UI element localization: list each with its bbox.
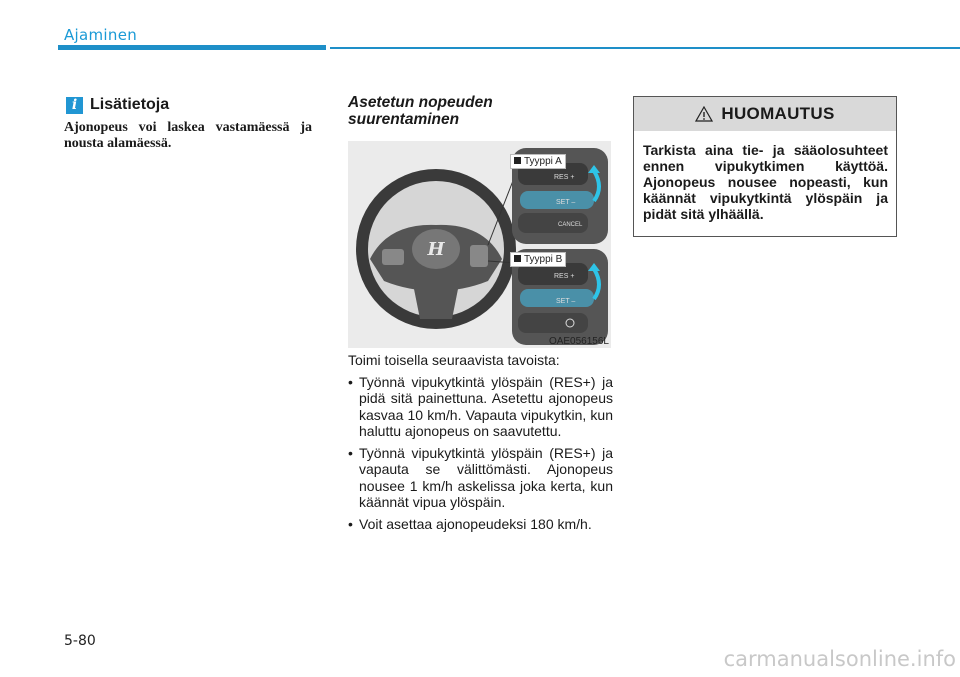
steering-wheel-illustration (348, 141, 611, 348)
switch-a-cancel-label: CANCEL (558, 222, 583, 228)
type-b-label (510, 252, 566, 267)
info-body: Ajonopeus voi laskea vastamäessä ja nousta alamäessä. (64, 120, 312, 151)
steering-wheel-lower-spoke (414, 289, 458, 319)
switch-b-button (518, 313, 588, 333)
switch-b-set-label: SET – (556, 298, 576, 305)
type-a-label (510, 154, 566, 169)
figure-code: OAE056156L (548, 336, 609, 347)
left-controls (382, 249, 404, 265)
list-item: • Työnnä vipukytkintä ylöspäin (RES+) ja vapauta se välittömästi. Ajonopeus nousee 1 km/h askelissa joka kerta, kun käännät vipua ylöspäin. (348, 445, 613, 511)
type-a-text: Tyyppi A (524, 156, 562, 167)
list-item: • Työnnä vipukytkintä ylöspäin (RES+) ja pidä sitä painettuna. Asetettu ajonopeus kasvaa 10 km/h. Vapauta vipukytkin, kun haluttu ajonopeus on saavutettu. (348, 374, 613, 440)
info-icon: i (66, 97, 83, 114)
section-title: Asetetun nopeuden suurentaminen (348, 94, 493, 128)
list-item: • Voit asettaa ajonopeudeksi 180 km/h. (348, 516, 613, 533)
info-title: Lisätietoja (90, 96, 170, 113)
switch-b-res-label: RES + (554, 273, 575, 280)
info-heading (66, 96, 169, 114)
type-b-text: Tyyppi B (524, 254, 563, 265)
warning-body: Tarkista aina tie- ja sääolosuhteet ennen vipukytkimen käyttöä. Ajonopeus nousee nopeasti, kun käännät vipukytkintä ylöspäin ja pidät sitä ylhäällä. (643, 142, 888, 222)
switch-a-res-label: RES + (554, 174, 575, 181)
warning-title: HUOMAUTUS (721, 104, 835, 123)
warning-box (633, 96, 897, 237)
steering-wheel-figure (348, 141, 611, 348)
header-rule-thin (330, 47, 960, 49)
header-rule-thick (58, 45, 326, 50)
instructions-intro: Toimi toisella seuraavista tavoista: (348, 352, 560, 368)
section-label: Ajaminen (64, 26, 138, 44)
warning-icon (695, 106, 713, 122)
watermark: carmanualsonline.info (723, 647, 956, 671)
brand-logo: H (427, 239, 445, 260)
instructions (348, 352, 613, 537)
switch-a-set-label: SET – (556, 199, 576, 206)
warning-header (634, 97, 896, 131)
instructions-list (348, 374, 613, 533)
right-controls (470, 245, 488, 267)
page-number: 5-80 (64, 633, 96, 649)
